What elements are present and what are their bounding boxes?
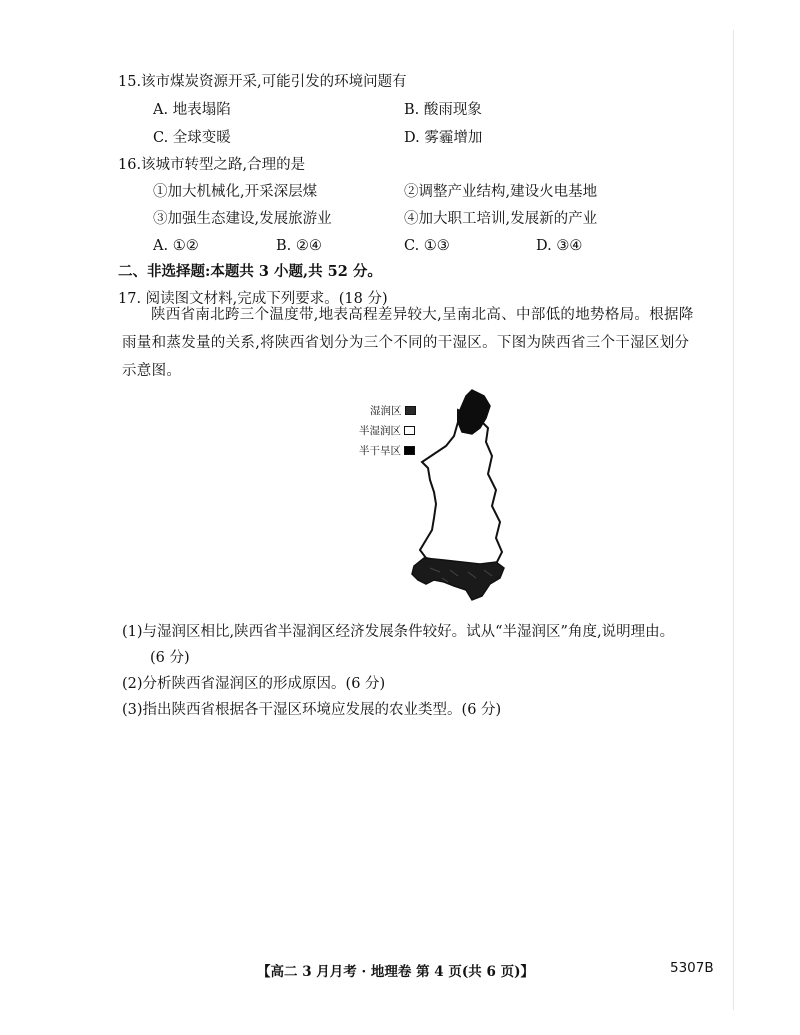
q15-option-b: B. 酸雨现象 (404, 102, 482, 118)
q15-option-c: C. 全球变暖 (153, 130, 231, 146)
q16-item-4: ④加大职工培训,发展新的产业 (404, 211, 598, 227)
q15-option-d: D. 雾霾增加 (404, 130, 483, 146)
legend-subhumid-label: 半湿润区 (359, 425, 401, 437)
q17-sub1-score: (6 分) (150, 650, 190, 666)
q15-option-a: A. 地表塌陷 (153, 102, 231, 118)
q17-paragraph-line-1-text: 陕西省南北跨三个温度带,地表高程差异较大,呈南北高、中部低的地势格局。根据降 (151, 307, 694, 323)
legend-humid-label: 湿润区 (370, 405, 402, 417)
q16-option-d: D. ③④ (536, 238, 583, 254)
q17-stem: 17. 阅读图文材料,完成下列要求。(18 分) (118, 291, 388, 307)
map-humid-region (412, 558, 504, 600)
q16-option-c: C. ①③ (404, 238, 450, 254)
q16-option-b: B. ②④ (276, 238, 322, 254)
legend-semiarid-label: 半干旱区 (359, 445, 401, 457)
q16-stem: 16.该城市转型之路,合理的是 (118, 157, 306, 173)
q17-paragraph-line-3: 示意图。 (122, 363, 182, 379)
q16-item-3: ③加强生态建设,发展旅游业 (153, 211, 332, 227)
q17-paragraph-line-1 (122, 301, 722, 329)
q17-sub1: (1)与湿润区相比,陕西省半湿润区经济发展条件较好。试从“半湿润区”角度,说明理由。 (122, 624, 675, 640)
section-2-heading: 二、非选择题:本题共 3 小题,共 52 分。 (118, 263, 382, 280)
q15-stem: 15.该市煤炭资源开采,可能引发的环境问题有 (118, 74, 407, 90)
q17-paragraph-line-2: 雨量和蒸发量的关系,将陕西省划分为三个不同的干湿区。下图为陕西省三个干湿区划分 (122, 335, 690, 351)
q17-material-paragraph (122, 301, 722, 385)
q17-sub3: (3)指出陕西省根据各干湿区环境应发展的农业类型。(6 分) (122, 702, 502, 718)
q16-item-2: ②调整产业结构,建设火电基地 (404, 184, 598, 200)
shaanxi-dry-wet-zone-map (350, 382, 510, 612)
map-subhumid-region (420, 410, 502, 566)
q17-sub2: (2)分析陕西省湿润区的形成原因。(6 分) (122, 676, 386, 692)
footer-page-title: 【高二 3 月月考 · 地理卷 第 4 页(共 6 页)】 (257, 964, 534, 980)
q16-option-a: A. ①② (153, 238, 199, 254)
footer-paper-code: 5307B (670, 960, 714, 976)
page-edge-shadow (733, 30, 734, 1010)
q16-item-1: ①加大机械化,开采深层煤 (153, 184, 318, 200)
